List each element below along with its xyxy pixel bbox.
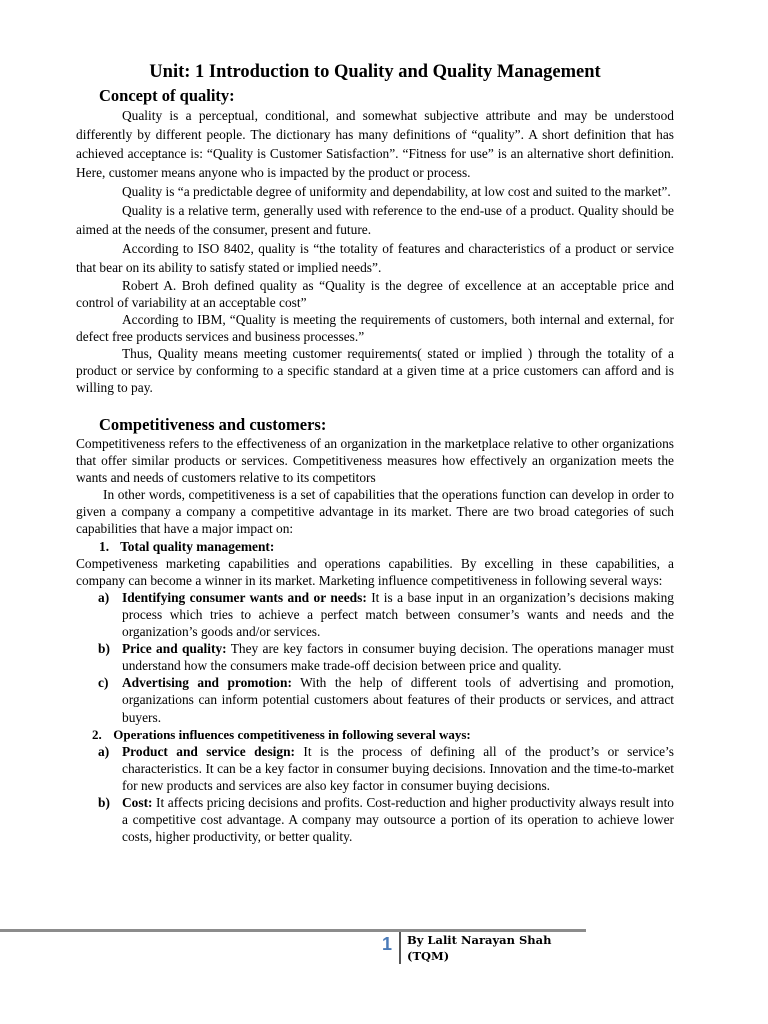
page-number: 1 [381, 934, 392, 954]
paragraph: Robert A. Broh defined quality as “Quality is the degree of excellence at an acceptable price and control of variability at an acceptable cost” [76, 278, 674, 310]
paragraph: Quality is “a predictable degree of uniformity and dependability, at low cost and suited to the market”. [122, 184, 671, 199]
paragraph: In other words, competitiveness is a set of capabilities that the operations function can develop in order to given a company a company a competitive advantage in its market. There are two broad categories of such capabilities that have a major impact on: [76, 487, 674, 537]
paragraph: Thus, Quality means meeting customer requirements( stated or implied ) through the totality of a product or service by conforming to a specific standard at a given time at a price customers can afford and is willing to pay. [76, 346, 674, 395]
list-item: c) Advertising and promotion: With the help of different tools of advertising and promotion, organizations can inform potential customers about features of their products or services, and attract buyers. [98, 675, 674, 725]
paragraph: Competitiveness refers to the effectiveness of an organization in the marketplace relative to other organizations that offer similar products or services. Competitiveness measures how effectively an organization meets the wants and needs of customers relative to its competitors [76, 436, 674, 486]
numbered-heading: 1. Total quality management: [99, 538, 275, 554]
list-item: a) Identifying consumer wants and or needs: It is a base input in an organization’s decisions making process which tries to achieve a perfect match between consumer’s wants and needs and the organization’s goods and/or services. [98, 589, 674, 640]
footer-vertical-divider [399, 932, 401, 964]
page-title: Unit: 1 Introduction to Quality and Quality Management [149, 62, 601, 82]
section-competitiveness [76, 415, 674, 845]
section-heading-concept: Concept of quality: [99, 86, 235, 105]
numbered-heading: 2. Operations influences competitiveness in following several ways: [92, 726, 471, 742]
sub-list [76, 589, 674, 726]
list-item: a) Product and service design: It is the process of defining all of the product’s or service’s characteristics. It can be a key factor in consumer buying decisions. Innovation and the time-to-market for new products and services are also key factor in consumer buying decisions. [98, 743, 674, 793]
paragraph: According to ISO 8402, quality is “the totality of features and characteristics of a product or service that bear on its ability to satisfy stated or implied needs”. [76, 241, 674, 275]
list-item: b) Price and quality: They are key factors in consumer buying decision. The operations manager must understand how the consumers make trade-off decision between price and quality. [98, 641, 674, 674]
document-page [76, 60, 674, 845]
paragraph: Competiveness marketing capabilities and operations capabilities. By excelling in these capabilities, a company can become a winner in its market. Marketing influence competitiveness in following several ways: [76, 555, 674, 588]
section-heading-competitiveness: Competitiveness and customers: [99, 415, 327, 434]
sub-list [76, 743, 674, 846]
paragraph: According to IBM, “Quality is meeting the requirements of customers, both internal and external, for defect free products services and business processes.” [76, 312, 674, 344]
footer-author: By Lalit Narayan Shah (TQM) [407, 933, 552, 963]
paragraph: Quality is a perceptual, conditional, and somewhat subjective attribute and may be understood differently by different people. The dictionary has many definitions of “quality”. A short definition that has achieved acceptance is: “Quality is Customer Satisfaction”. “Fitness for use” is an alternative short definition. Here, customer means anyone who is impacted by the product or process. [76, 108, 674, 180]
list-item: b) Cost: It affects pricing decisions and profits. Cost-reduction and higher productivity always result into a competitive cost advantage. A company may outsource a portion of its operation to achieve lower costs, higher productivity, or better quality. [98, 794, 674, 845]
paragraph: Quality is a relative term, generally used with reference to the end-use of a product. Quality should be aimed at the needs of the consumer, present and future. [76, 203, 674, 237]
